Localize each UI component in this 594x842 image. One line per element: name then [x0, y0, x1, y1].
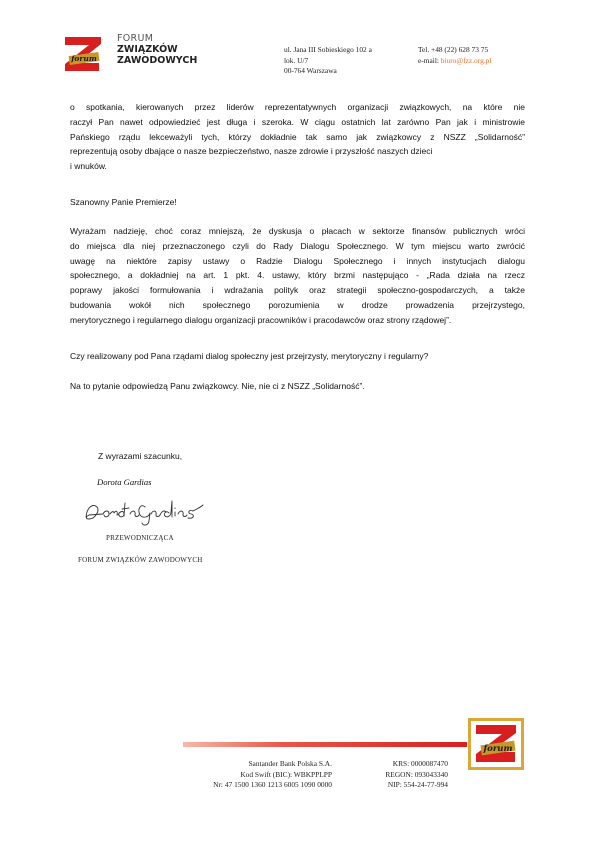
fzz-footer-logo-icon: [468, 718, 524, 770]
text-line: merytorycznego i regularnego dialogu organizacji pracowników i pracodawców oraz strony rządowej”.: [70, 314, 452, 325]
greeting: Szanowny Panie Premierze!: [70, 197, 177, 207]
brand-name: [117, 33, 277, 66]
svg-text:forum: forum: [483, 744, 513, 754]
text-line: uwagę na niektóre zapisy ustawy o Radzie Dialogu Społecznego i innych instytucjach dialogu: [70, 255, 525, 266]
handwritten-signature: [83, 497, 205, 527]
text-line: o spotkania, kierowanych przez liderów reprezentatywnych organizacji związkowych, na które nie: [70, 102, 525, 112]
question-paragraph: Czy realizowany pod Pana rządami dialog społeczny jest przejrzysty, merytoryczny i regularny?: [70, 351, 429, 361]
bank-line: Santander Bank Polska S.A.: [248, 759, 332, 768]
contact-block: [418, 45, 491, 66]
text-line: reprezentują osoby dbające o nasze bezpieczeństwo, nasze zdrowie i przyszłość naszych dzieci: [70, 146, 433, 157]
text-line: Pańskiego rządu lekceważyli tych, którzy dokładnie tak samo jak związkowcy z NSZZ „Solidarność”: [70, 131, 525, 142]
svg-text:forum: forum: [71, 54, 97, 63]
text-line: budowania wokół nich społecznego porozumienia w drodze prowadzenia przejrzystego,: [70, 299, 525, 310]
signer-role: PRZEWODNICZĄCA: [106, 534, 174, 542]
email-label: e-mail:: [418, 55, 441, 65]
paragraph-2: [70, 224, 525, 328]
text-line: Wyrażam nadzieję, choć coraz mniejszą, że dyskusja o płacach w sektorze finansów publicznych wróci: [70, 226, 525, 236]
brand-line-1: ZWIĄZKÓW: [117, 44, 178, 55]
bank-line: Nr: 47 1500 1360 1213 6005 1090 0000: [213, 780, 332, 789]
signer-organization: FORUM ZWIĄZKÓW ZAWODOWYCH: [78, 556, 203, 564]
bank-details: [213, 759, 332, 791]
nip-number: NIP: 554-24-77-994: [387, 780, 448, 789]
brand-top: FORUM: [117, 33, 154, 44]
text-line: do miejsca dla niej przeznaczonego czyli do Rady Dialogu Społecznego. W tym miejscu warto zwrócić: [70, 240, 525, 251]
regon-number: REGON: 093043340: [385, 769, 448, 779]
paragraph-1: [70, 100, 525, 174]
text-line: społecznego, a dokładniej na art. 1 pkt. 4. ustawy, który brzmi następująco - „Rada działa na rzecz: [70, 270, 525, 281]
text-line: i wnuków.: [70, 161, 107, 172]
bank-line: Kod Swift (BIC): WBKPPLPP: [240, 769, 332, 779]
address-line: 00-764 Warszawa: [284, 66, 337, 75]
email-line: [418, 56, 491, 67]
email-link[interactable]: biuro@fzz.org.pl: [440, 55, 492, 65]
text-line: poprawy jakości formułowania i wdrażania polityk oraz strategii społeczno-gospodarczych, a także: [70, 285, 525, 296]
text-line: raczył Pan nawet odpowiedzieć jest długa i szeroka. W ciągu ostatnich lat zarówno Pan jak i ministrowie: [70, 116, 525, 127]
signer-name: Dorota Gardias: [97, 477, 152, 487]
brand-line-2: ZAWODOWYCH: [117, 55, 198, 66]
address-line: lok. U/7: [284, 55, 309, 65]
address-line: ul. Jana III Sobieskiego 102 a: [284, 45, 372, 54]
answer-paragraph: Na to pytanie odpowiedzą Panu związkowcy. Nie, nie ci z NSZZ „Solidarność”.: [70, 381, 365, 391]
closing-salutation: Z wyrazami szacunku,: [98, 451, 183, 461]
address-block: [284, 45, 372, 77]
phone-number: Tel. +48 (22) 628 73 75: [418, 45, 489, 54]
footer-divider-bar: [183, 742, 467, 747]
krs-number: KRS: 0000087470: [392, 759, 448, 768]
fzz-logo-icon: [63, 35, 103, 73]
registration-details: [370, 759, 448, 791]
